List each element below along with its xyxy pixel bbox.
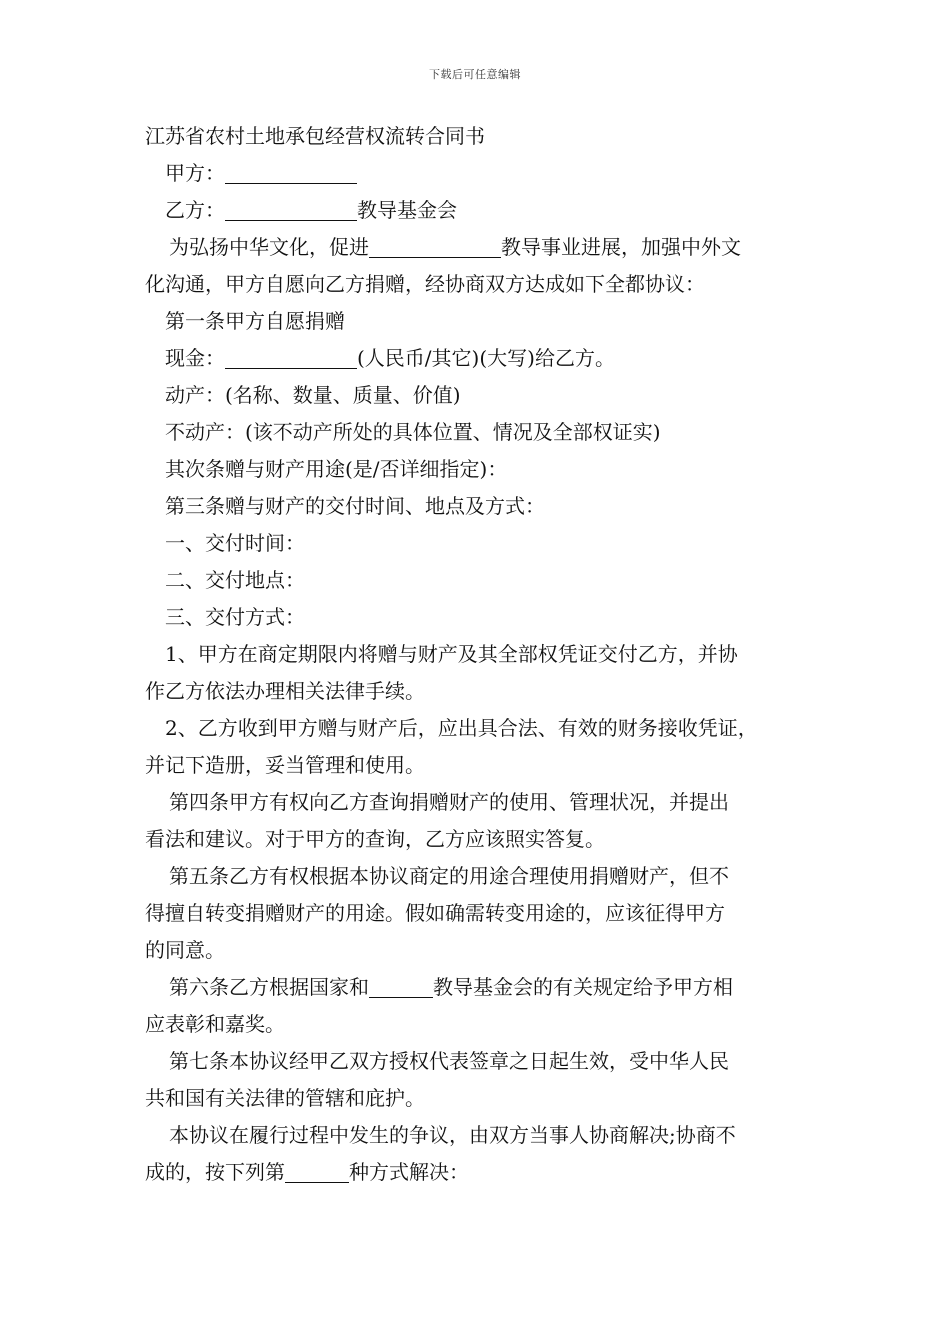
document-title: 江苏省农村土地承包经营权流转合同书 [145,124,485,148]
intro-blank [369,235,501,258]
article-1-title: 第一条甲方自愿捐赠 [165,309,345,333]
party-a-blank [225,161,357,184]
party-a-line [145,155,825,192]
article-5-line-3: 的同意。 [145,938,225,962]
cash-line [145,340,825,377]
article-6-paragraph [145,969,825,1043]
intro-line-1 [145,229,825,266]
item-2-line-2: 并记下造册，妥当管理和使用。 [145,753,425,777]
intro-text-a: 为弘扬中华文化，促进 [169,235,369,259]
intro-paragraph [145,229,825,303]
dispute-line-2 [145,1154,825,1191]
dispute-text-a: 成的，按下列第 [145,1160,285,1184]
party-b-blank [225,198,357,221]
article-3: 第三条赠与财产的交付时间、地点及方式： [165,494,545,518]
dispute-text-b: 种方式解决： [349,1160,469,1184]
party-b-label: 乙方： [165,198,225,222]
cash-label: 现金： [165,346,225,370]
item-2-paragraph [145,710,825,784]
article-4-paragraph [145,784,825,858]
article-6-line-1 [145,969,825,1006]
cash-blank [225,346,357,369]
dispute-line-1: 本协议在履行过程中发生的争议，由双方当事人协商解决;协商不 [169,1123,736,1147]
delivery-method: 三、交付方式： [165,605,305,629]
article-4-line-2: 看法和建议。对于甲方的查询，乙方应该照实答复。 [145,827,605,851]
article-5-paragraph [145,858,825,969]
document-body [145,118,825,1191]
movable-line: 动产：(名称、数量、质量、价值) [165,383,461,407]
article-7-line-1: 第七条本协议经甲乙双方授权代表签章之日起生效，受中华人民 [169,1049,729,1073]
article-2: 其次条赠与财产用途(是/否详细指定)： [165,457,508,481]
party-b-suffix: 教导基金会 [357,198,457,222]
party-a-label: 甲方： [165,161,225,185]
delivery-place: 二、交付地点： [165,568,305,592]
item-2-line-1: 2、乙方收到甲方赠与财产后，应出具合法、有效的财务接收凭证， [165,716,758,740]
intro-line-2: 化沟通，甲方自愿向乙方捐赠，经协商双方达成如下全都协议： [145,272,705,296]
article-6-blank [369,975,433,998]
article-5-line-2: 得擅自转变捐赠财产的用途。假如确需转变用途的，应该征得甲方 [145,901,725,925]
article-4-line-1: 第四条甲方有权向乙方查询捐赠财产的使用、管理状况，并提出 [169,790,729,814]
article-5-line-1: 第五条乙方有权根据本协议商定的用途合理使用捐赠财产，但不 [169,864,729,888]
item-1-paragraph [145,636,825,710]
delivery-time: 一、交付时间： [165,531,305,555]
article-7-line-2: 共和国有关法律的管辖和庇护。 [145,1086,425,1110]
intro-text-b: 教导事业进展，加强中外文 [501,235,741,259]
party-b-line [145,192,825,229]
item-1-line-2: 作乙方依法办理相关法律手续。 [145,679,425,703]
article-6-text-b: 教导基金会的有关规定给予甲方相 [433,975,733,999]
article-6-line-2: 应表彰和嘉奖。 [145,1012,285,1036]
header-note: 下载后可任意编辑 [429,68,521,81]
item-1-line-1: 1、甲方在商定期限内将赠与财产及其全部权凭证交付乙方，并协 [165,642,738,666]
dispute-blank [285,1160,349,1183]
cash-suffix: (人民币/其它)(大写)给乙方。 [357,346,615,370]
article-6-text-a: 第六条乙方根据国家和 [169,975,369,999]
dispute-paragraph [145,1117,825,1191]
article-7-paragraph [145,1043,825,1117]
immovable-line: 不动产：(该不动产所处的具体位置、情况及全部权证实) [165,420,661,444]
